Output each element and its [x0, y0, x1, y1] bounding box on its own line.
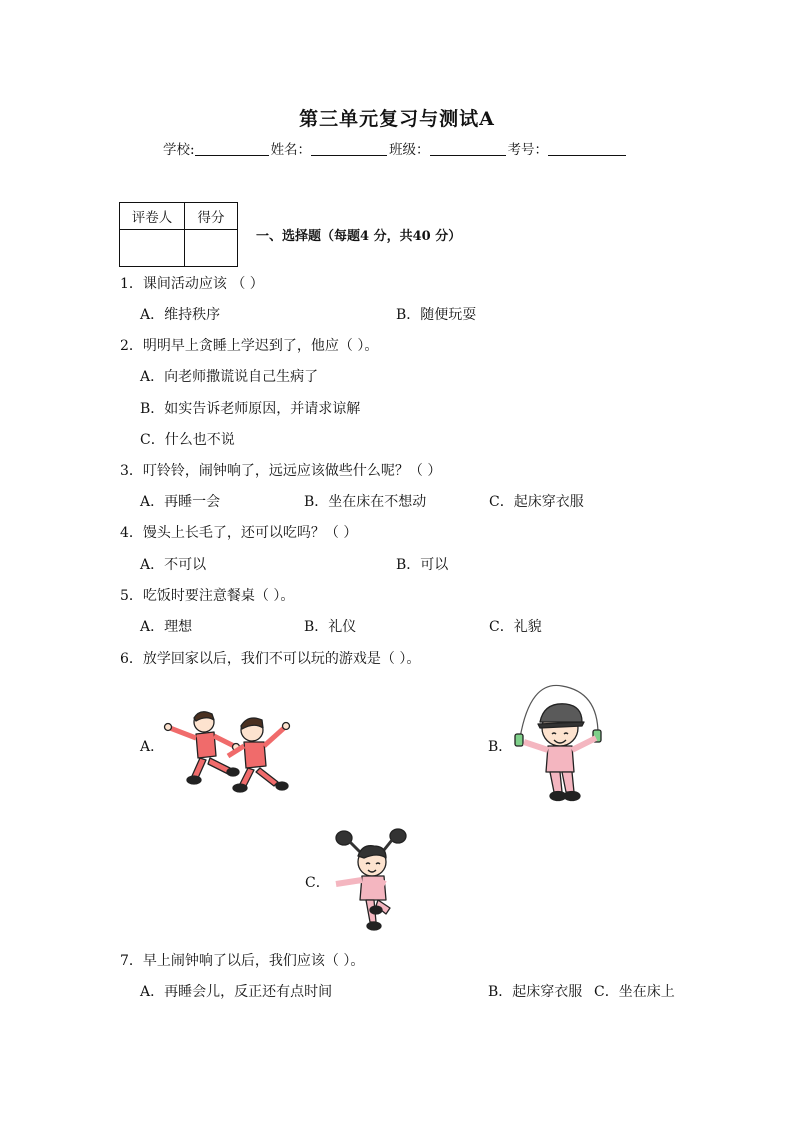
question-6-stem: 6．放学回家以后，我们不可以玩的游戏是（ ）。	[120, 651, 421, 667]
section-heading: 一、选择题（每题4 分，共40 分）	[256, 229, 462, 244]
question-5-option-c[interactable]: C．礼貌	[489, 619, 542, 635]
question-4-option-a[interactable]: A．不可以	[140, 557, 207, 573]
question-4-option-b[interactable]: B．可以	[396, 557, 449, 573]
girl-dancing-illustration	[330, 826, 410, 936]
question-6-option-a[interactable]: A．	[140, 739, 165, 755]
boy-2-figure	[228, 718, 290, 792]
question-1-stem: 1．课间活动应该 （ ）	[120, 276, 264, 292]
class-label: 班级：	[389, 142, 430, 158]
question-6-option-b[interactable]: B．	[488, 739, 513, 755]
page-title: 第三单元复习与测试A	[299, 108, 495, 130]
question-7-stem: 7．早上闹钟响了以后，我们应该（ ）。	[120, 953, 365, 969]
exam-number-label: 考号：	[507, 142, 549, 158]
school-label: 学校:	[163, 142, 195, 158]
question-3-option-b[interactable]: B．坐在床在不想动	[304, 494, 427, 510]
class-field[interactable]	[430, 142, 506, 156]
question-6-option-c[interactable]: C．	[305, 875, 330, 891]
question-2-option-c[interactable]: C．什么也不说	[140, 432, 235, 448]
grader-cell[interactable]	[120, 230, 185, 267]
student-info-line	[163, 138, 626, 158]
school-field[interactable]	[195, 142, 269, 156]
grader-header: 评卷人	[120, 203, 185, 230]
question-3-option-a[interactable]: A．再睡一会	[140, 494, 221, 510]
jump-rope-boy-figure	[515, 685, 601, 800]
question-4-stem: 4．馒头上长毛了，还可以吃吗？（ ）	[120, 525, 358, 541]
question-1-option-b[interactable]: B．随便玩耍	[396, 307, 477, 323]
boy-jumping-rope-illustration	[510, 682, 610, 806]
question-2-stem: 2．明明早上贪睡上学迟到了，他应（ ）。	[120, 338, 379, 354]
question-7-option-a[interactable]: A．再睡会儿，反正还有点时间	[140, 984, 333, 1000]
question-3-stem: 3．叮铃铃，闹钟响了，远远应该做些什么呢？（ ）	[120, 463, 442, 479]
question-5-option-b[interactable]: B．礼仪	[304, 619, 357, 635]
question-5-stem: 5．吃饭时要注意餐桌（ ）。	[120, 588, 295, 604]
dancing-girl-figure	[336, 829, 406, 930]
question-3-option-c[interactable]: C．起床穿衣服	[489, 494, 584, 510]
question-7-option-b[interactable]: B．起床穿衣服	[488, 984, 583, 1000]
question-5-option-a[interactable]: A．理想	[140, 619, 193, 635]
score-header: 得分	[185, 203, 238, 230]
name-field[interactable]	[311, 142, 387, 156]
question-7-option-c[interactable]: C．坐在床上	[594, 984, 675, 1000]
boy-1-figure	[165, 712, 240, 784]
boys-fighting-illustration	[160, 706, 292, 794]
question-2-option-b[interactable]: B．如实告诉老师原因，并请求谅解	[140, 401, 361, 417]
question-1-option-a[interactable]: A．维持秩序	[140, 307, 221, 323]
score-table	[119, 202, 238, 267]
score-cell[interactable]	[185, 230, 238, 267]
name-label: 姓名：	[270, 142, 312, 158]
exam-number-field[interactable]	[548, 142, 626, 156]
question-2-option-a[interactable]: A．向老师撒谎说自己生病了	[140, 369, 319, 385]
